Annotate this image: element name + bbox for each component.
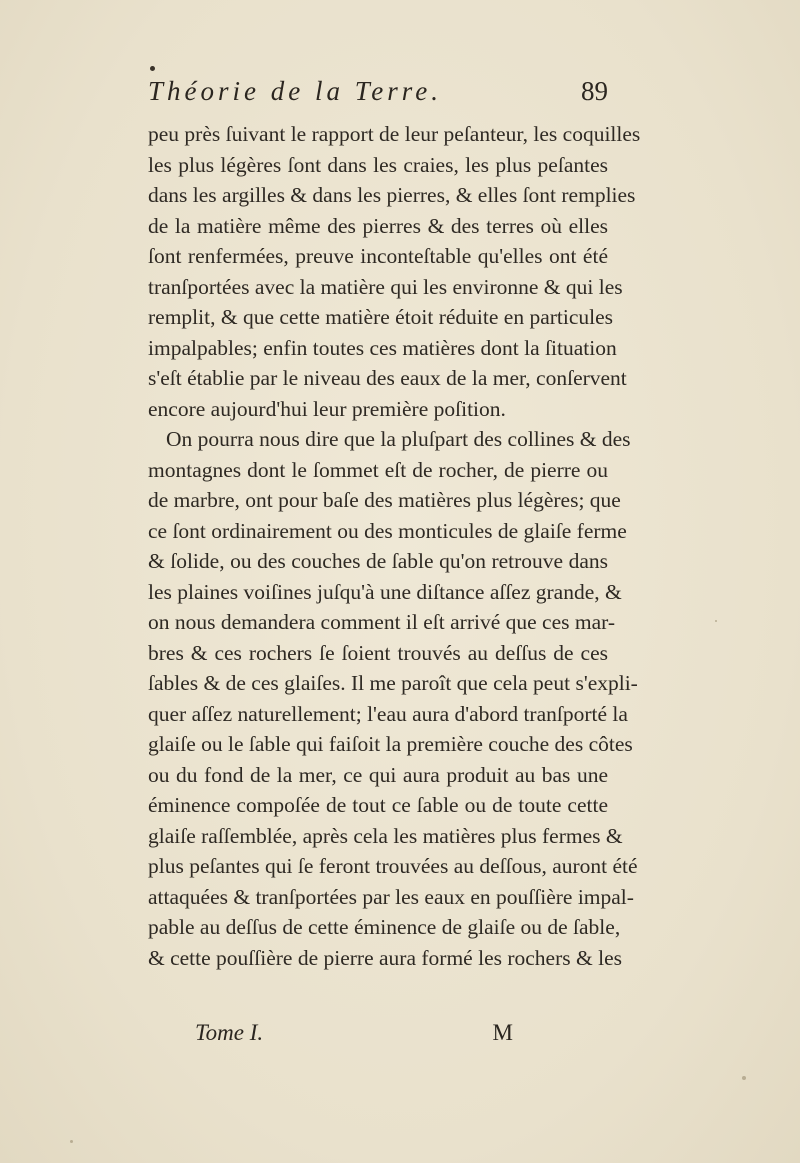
- text-line: encore aujourd'hui leur première poſition.: [148, 396, 506, 421]
- text-line: plus peſantes qui ſe feront trouvées au deſſous, auront été: [148, 854, 638, 878]
- text-line: ou du fond de la mer, ce qui aura produit au bas une: [148, 762, 608, 787]
- printer-dot: [150, 66, 155, 71]
- volume-label: Tome I.: [195, 1020, 264, 1045]
- text-line: de la matière même des pierres & des terres où elles: [148, 213, 608, 238]
- text-line: ſont renfermées, preuve inconteſtable qu'elles ont été: [148, 244, 608, 268]
- text-line: les plus légères ſont dans les craies, les plus peſantes: [148, 152, 608, 177]
- paper-speck: [70, 1140, 73, 1143]
- text-line: & ſolide, ou des couches de ſable qu'on retrouve dans: [148, 549, 608, 573]
- text-line: ce ſont ordinairement ou des monticules de glaiſe ferme: [148, 518, 627, 543]
- text-line: glaiſe ou le ſable qui faiſoit la première couche des côtes: [148, 732, 633, 756]
- signature-mark: M: [492, 1020, 515, 1045]
- text-line: & cette pouſſière de pierre aura formé les rochers & les: [148, 945, 622, 970]
- text-line: on nous demandera comment il eſt arrivé que ces mar-: [148, 610, 616, 634]
- text-line: éminence compoſée de tout ce ſable ou de toute cette: [148, 793, 608, 817]
- text-line: dans les argilles & dans les pierres, & elles ſont remplies: [148, 183, 636, 207]
- text-line: peu près ſuivant le rapport de leur peſanteur, les coquilles: [148, 122, 641, 146]
- text-line: les plaines voiſines juſqu'à une diſtance aſſez grande, &: [148, 579, 622, 604]
- text-line: s'eſt établie par le niveau des eaux de la mer, conſervent: [148, 366, 627, 390]
- page-footer: [195, 1020, 605, 1050]
- text-line: quer aſſez naturellement; l'eau aura d'abord tranſporté la: [148, 701, 628, 726]
- text-line: remplit, & que cette matière étoit réduite en particules: [148, 305, 614, 329]
- paper-speck: [742, 1076, 746, 1080]
- paper-speck: [715, 620, 717, 622]
- body-text: [148, 119, 641, 973]
- running-title: Théorie de la Terre.: [148, 76, 442, 106]
- page-number: 89: [581, 76, 608, 106]
- text-line: On pourra nous dire que la pluſpart des collines & des: [166, 427, 631, 451]
- text-line: pable au deſſus de cette éminence de glaiſe ou de ſable,: [148, 915, 621, 939]
- text-line: montagnes dont le ſommet eſt de rocher, de pierre ou: [148, 457, 608, 482]
- text-line: ſables & de ces glaiſes. Il me paroît que cela peut s'expli-: [148, 671, 638, 695]
- text-line: impalpables; enfin toutes ces matières dont la ſituation: [148, 335, 617, 360]
- page-header: [148, 76, 608, 116]
- text-line: bres & ces rochers ſe ſoient trouvés au deſſus de ces: [148, 640, 608, 665]
- text-line: de marbre, ont pour baſe des matières plus légères; que: [148, 488, 621, 512]
- text-line: tranſportées avec la matière qui les environne & qui les: [148, 274, 623, 299]
- text-line: glaiſe raſſemblée, après cela les matières plus fermes &: [148, 823, 623, 848]
- text-line: attaquées & tranſportées par les eaux en pouſſière impal-: [148, 884, 634, 909]
